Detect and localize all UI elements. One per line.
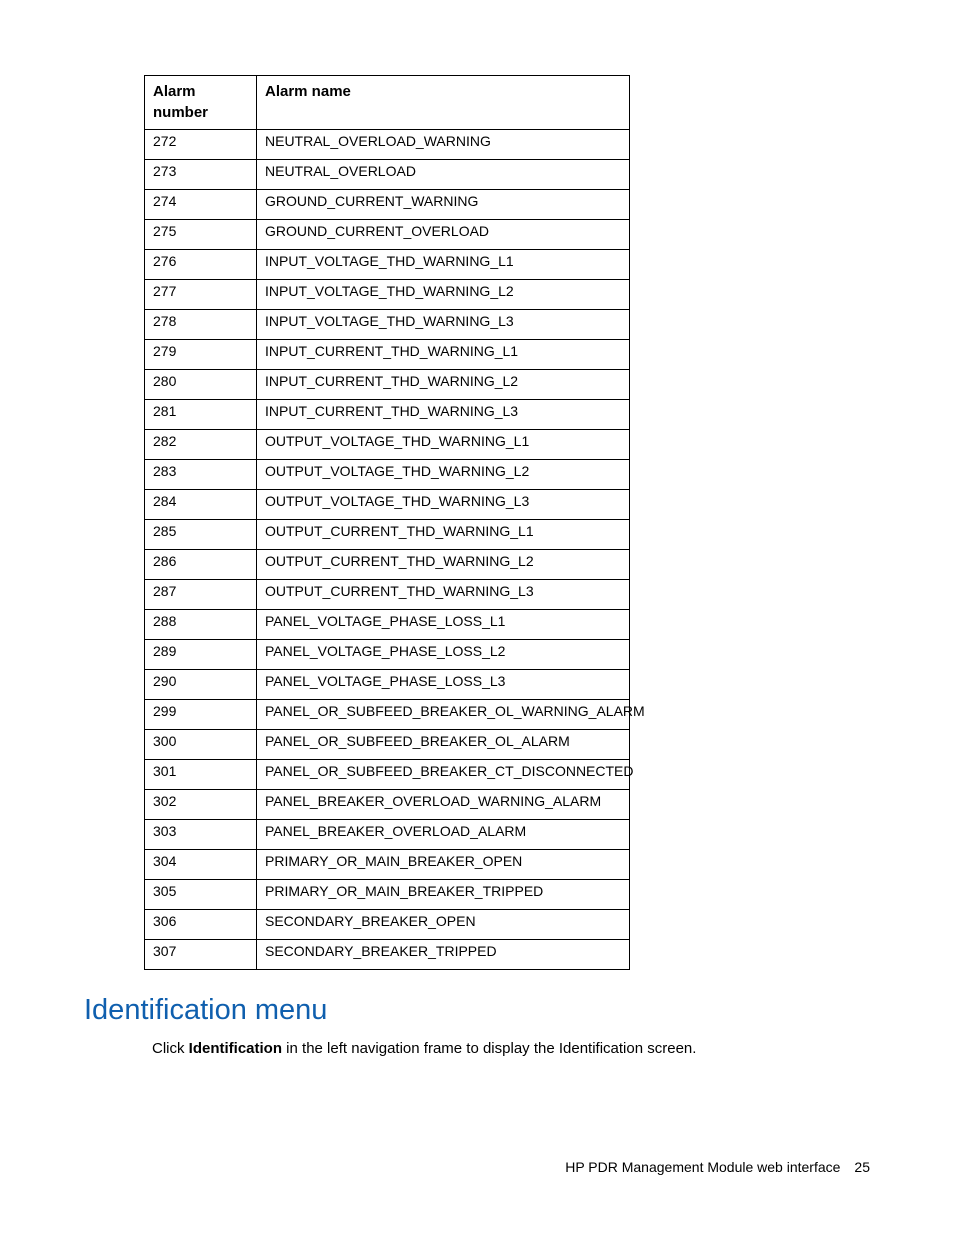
table-row (145, 370, 630, 400)
table-row (145, 580, 630, 610)
alarm-name-cell: PANEL_VOLTAGE_PHASE_LOSS_L3 (257, 670, 630, 700)
alarm-number-cell: 287 (145, 580, 257, 610)
table-row (145, 490, 630, 520)
paragraph-text-end: in the left navigation frame to display the Identification screen. (282, 1040, 697, 1057)
alarm-name-cell: PANEL_VOLTAGE_PHASE_LOSS_L1 (257, 610, 630, 640)
alarm-name-cell: PANEL_OR_SUBFEED_BREAKER_OL_ALARM (257, 730, 630, 760)
table-row (145, 940, 630, 970)
alarm-table (144, 75, 645, 970)
alarm-number-cell: 302 (145, 790, 257, 820)
alarm-name-header: Alarm name (257, 76, 630, 130)
alarm-number-cell: 279 (145, 340, 257, 370)
table-row (145, 820, 630, 850)
alarm-name-cell: PANEL_OR_SUBFEED_BREAKER_OL_WARNING_ALARM (257, 700, 630, 730)
alarm-number-cell: 286 (145, 550, 257, 580)
alarm-name-cell: PANEL_BREAKER_OVERLOAD_ALARM (257, 820, 630, 850)
alarm-name-cell: INPUT_CURRENT_THD_WARNING_L2 (257, 370, 630, 400)
table-row (145, 790, 630, 820)
table-row (145, 280, 630, 310)
footer-label: HP PDR Management Module web interface (565, 1159, 841, 1175)
alarm-number-cell: 307 (145, 940, 257, 970)
table-row (145, 640, 630, 670)
table-row (145, 130, 630, 160)
table-header (145, 76, 630, 130)
table-row (145, 220, 630, 250)
alarm-name-cell: PANEL_BREAKER_OVERLOAD_WARNING_ALARM (257, 790, 630, 820)
table-row (145, 520, 630, 550)
alarm-number-header: Alarm number (145, 76, 257, 130)
alarm-number-cell: 276 (145, 250, 257, 280)
alarm-number-cell: 299 (145, 700, 257, 730)
alarm-number-cell: 289 (145, 640, 257, 670)
section-title: Identification menu (84, 994, 328, 1026)
alarm-name-cell: PRIMARY_OR_MAIN_BREAKER_TRIPPED (257, 880, 630, 910)
alarm-name-cell: OUTPUT_CURRENT_THD_WARNING_L3 (257, 580, 630, 610)
alarm-name-cell: INPUT_VOLTAGE_THD_WARNING_L1 (257, 250, 630, 280)
alarm-name-cell: INPUT_VOLTAGE_THD_WARNING_L3 (257, 310, 630, 340)
identification-term: Identification (188, 1040, 283, 1057)
alarm-number-cell: 300 (145, 730, 257, 760)
table-row (145, 910, 630, 940)
table-row (145, 610, 630, 640)
alarm-name-cell: PANEL_VOLTAGE_PHASE_LOSS_L2 (257, 640, 630, 670)
table-row (145, 460, 630, 490)
table-row (145, 700, 630, 730)
alarm-name-cell: INPUT_CURRENT_THD_WARNING_L3 (257, 400, 630, 430)
alarm-number-cell: 275 (145, 220, 257, 250)
alarm-number-cell: 284 (145, 490, 257, 520)
alarm-name-cell: NEUTRAL_OVERLOAD (257, 160, 630, 190)
section-paragraph (152, 1038, 696, 1060)
alarm-name-cell: PANEL_OR_SUBFEED_BREAKER_CT_DISCONNECTED (257, 760, 630, 790)
table-row (145, 250, 630, 280)
table-row (145, 760, 630, 790)
alarm-number-cell: 306 (145, 910, 257, 940)
table-row (145, 430, 630, 460)
alarm-name-cell: OUTPUT_VOLTAGE_THD_WARNING_L1 (257, 430, 630, 460)
table-row (145, 190, 630, 220)
table-row (145, 730, 630, 760)
alarm-name-cell: OUTPUT_CURRENT_THD_WARNING_L2 (257, 550, 630, 580)
alarm-name-cell: NEUTRAL_OVERLOAD_WARNING (257, 130, 630, 160)
alarm-number-cell: 282 (145, 430, 257, 460)
alarm-number-cell: 272 (145, 130, 257, 160)
page-footer (565, 1157, 870, 1177)
alarm-number-cell: 283 (145, 460, 257, 490)
alarm-name-cell: SECONDARY_BREAKER_TRIPPED (257, 940, 630, 970)
table-row (145, 670, 630, 700)
alarm-number-cell: 285 (145, 520, 257, 550)
alarm-number-cell: 290 (145, 670, 257, 700)
alarm-name-cell: OUTPUT_VOLTAGE_THD_WARNING_L3 (257, 490, 630, 520)
alarm-name-cell: PRIMARY_OR_MAIN_BREAKER_OPEN (257, 850, 630, 880)
table-body (145, 130, 645, 970)
alarm-number-cell: 280 (145, 370, 257, 400)
alarm-number-cell: 277 (145, 280, 257, 310)
alarm-name-cell: INPUT_VOLTAGE_THD_WARNING_L2 (257, 280, 630, 310)
table-header-row (145, 76, 630, 130)
table-row (145, 340, 630, 370)
alarm-number-cell: 288 (145, 610, 257, 640)
alarm-name-cell: OUTPUT_VOLTAGE_THD_WARNING_L2 (257, 460, 630, 490)
alarm-number-cell: 278 (145, 310, 257, 340)
alarm-number-cell: 303 (145, 820, 257, 850)
alarm-number-cell: 281 (145, 400, 257, 430)
table-row (145, 880, 630, 910)
alarm-number-cell: 301 (145, 760, 257, 790)
alarm-number-cell: 273 (145, 160, 257, 190)
alarm-number-cell: 304 (145, 850, 257, 880)
alarm-name-cell: GROUND_CURRENT_WARNING (257, 190, 630, 220)
alarm-number-cell: 305 (145, 880, 257, 910)
alarm-name-cell: INPUT_CURRENT_THD_WARNING_L1 (257, 340, 630, 370)
alarm-number-cell: 274 (145, 190, 257, 220)
paragraph-text-start: Click (152, 1040, 189, 1057)
alarm-name-cell: OUTPUT_CURRENT_THD_WARNING_L1 (257, 520, 630, 550)
alarm-name-cell: GROUND_CURRENT_OVERLOAD (257, 220, 630, 250)
table-row (145, 550, 630, 580)
page-number: 25 (854, 1159, 870, 1175)
alarm-name-cell: SECONDARY_BREAKER_OPEN (257, 910, 630, 940)
table-row (145, 310, 630, 340)
table-row (145, 400, 630, 430)
table-row (145, 160, 630, 190)
table-row (145, 850, 630, 880)
